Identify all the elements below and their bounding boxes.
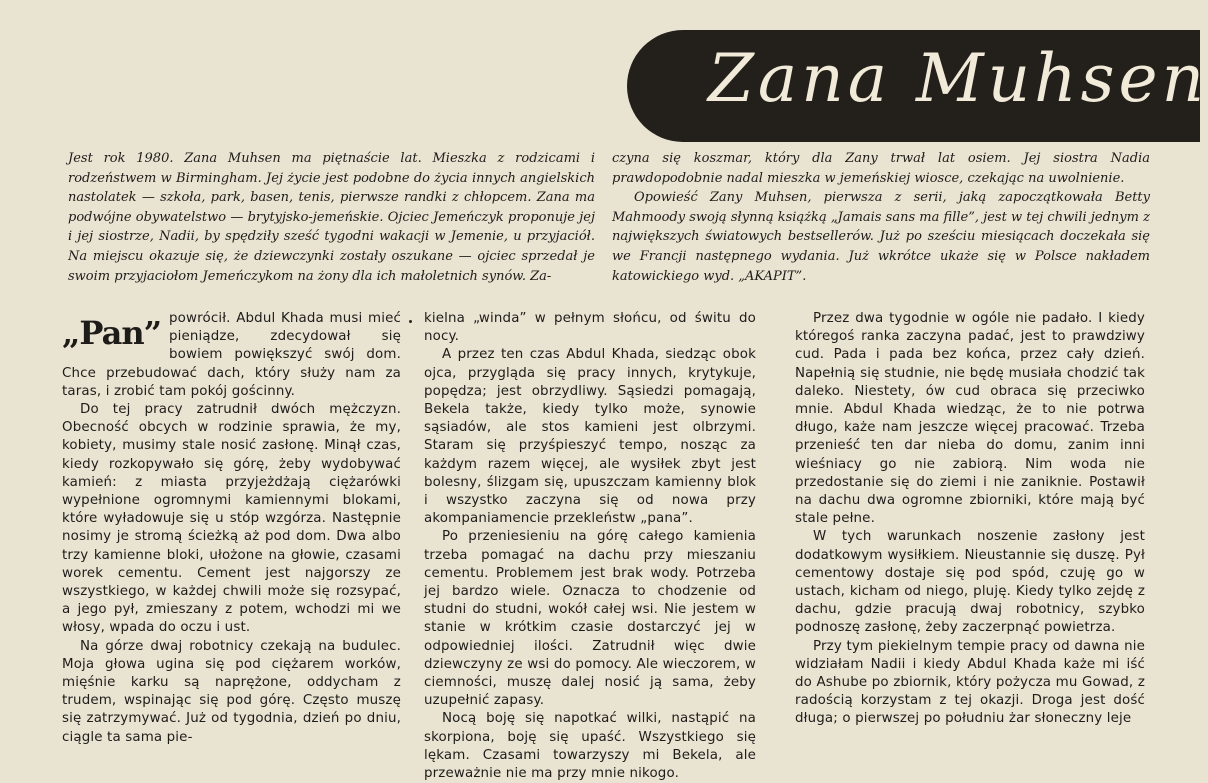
lead-paragraph-right xyxy=(612,149,1150,286)
body-paragraph: Przy tym piekielnym tempie pracy od dawna nie widziałam Nadii i kiedy Abdul Khada każe mi iść do Ashube po zbiornik, który pożycza mu Gowad, z radością korzystam z tej okazji. Droga jest dość długa; o pierwszej po południu żar słoneczny leje xyxy=(795,638,1145,727)
decorative-dot xyxy=(409,320,412,323)
lead-text: Opowieść Zany Muhsen, pierwsza z serii, jaką zapoczątkowała Betty Mahmoody swoją słynną książką „Jamais sans ma fille”, jest w tej chwili jednym z największych światowych bestsellerów. Już po sześciu miesiącach doczekała się we Francji następnego wydania. Już wkrótce ukaże się w Polsce nakładem katowickiego wyd. „AKAPIT”. xyxy=(612,190,1150,284)
body-text: powrócił. Abdul Khada musi mieć pieniądze, zdecydował się bowiem powiększyć swój dom. Chce przebudować dach, który służy nam za taras, i zrobić tam pokój gościnny. xyxy=(62,311,401,399)
body-paragraph: W tych warunkach noszenie zasłony jest dodatkowym wysiłkiem. Nieustannie się duszę. Pył cementowy dostaje się pod spód, czuję go w ustach, kicham od niego, pluję. Kiedy tylko zejdę z dachu, gdzie pracują dwaj robotnicy, szybko podnoszę zasłonę, żeby zaczerpnąć powietrza. xyxy=(795,529,1145,636)
body-paragraph: A przez ten czas Abdul Khada, siedząc obok ojca, przygląda się pracy innych, krytykuje, popędza; jest obrzydliwy. Sąsiedzi pomagają, Bekela także, kiedy tylko może, synowie sąsiadów, ale stos kamieni jest olbrzymi. Staram się przyśpieszyć tempo, nosząc za każdym razem więcej, ale wysiłek zbyt jest bolesny, ślizgam się, upuszczam kamienny blok i wszystko zaczyna się od nowa przy akompaniamencie przekleństw „pana”. xyxy=(424,347,756,527)
body-paragraph xyxy=(62,310,401,401)
body-paragraph: kielna „winda” w pełnym słońcu, od świtu do nocy. xyxy=(424,311,756,345)
article-column-1 xyxy=(62,310,401,750)
article-title: Zana Muhsen xyxy=(708,40,1208,117)
lead-text: czyna się koszmar, który dla Zany trwał lat osiem. Jej siostra Nadia prawdopodobnie nadal mieszka w jemeńskiej wiosce, czekając na uwolnienie. xyxy=(612,151,1150,186)
drop-cap-word: „Pan” xyxy=(62,314,162,352)
body-paragraph: Przez dwa tygodnie w ogóle nie padało. I kiedy któregoś ranka zaczyna padać, jest to prawdziwy cud. Pada i pada bez końca, przez cały dzień. Napełnią się studnie, nie będę musiała chodzić tak daleko. Niestety, ów cud obraca się przeciwko mnie. Abdul Khada wiedząc, że to nie potrwa długo, każe nam jeszcze więcej pracować. Trzeba przenieść ten dar nieba do domu, zanim inni wieśniacy go nie zabiorą. Nim woda nie przedostanie się do ziemi i nie zaniknie. Postawił na dachu dwa ogromne zbiorniki, które mają być stale pełne. xyxy=(795,311,1145,527)
lead-paragraph-left xyxy=(68,149,595,286)
body-paragraph: Na górze dwaj robotnicy czekają na budulec. Moja głowa ugina się pod ciężarem worków, mięśnie karku są naprężone, oddycham z trudem, wspinając się pod górę. Często muszę się zatrzymywać. Już od tygodnia, dzień po dniu, ciągle ta sama pie- xyxy=(62,638,401,745)
body-paragraph: Do tej pracy zatrudnił dwóch mężczyzn. Obecność obcych w rodzinie sprawia, że my, kobiety, musimy stale nosić zasłonę. Minął czas, kiedy rozkopywało się górę, żeby wydobywać kamień: z miasta przyjeżdżają ciężarówki wypełnione ogromnymi kamiennymi blokami, które wyładowuje się u stóp wzgórza. Następnie nosimy je stromą ścieżką aż pod dom. Dwa albo trzy kamienne bloki, ułożone na głowie, czasami worek cementu. Cement jest najgorszy ze wszystkiego, w każdej chwili może się rozsypać, a jego pył, zmieszany z potem, wchodzi mi we włosy, wpada do oczu i ust. xyxy=(62,402,401,636)
article-column-3 xyxy=(795,310,1145,750)
body-paragraph: Nocą boję się napotkać wilki, nastąpić na skorpiona, boję się upaść. Wszystkiego się lękam. Czasami towarzyszy mi Bekela, ale przeważnie nie ma przy mnie nikogo. xyxy=(424,711,756,782)
body-paragraph: Po przeniesieniu na górę całego kamienia trzeba pomagać na dachu przy mieszaniu cementu. Problemem jest brak wody. Potrzeba jej bardzo wiele. Oznacza to chodzenie od studni do studni, wokół całej wsi. Nie jestem w stanie w krótkim czasie dostarczyć jej w odpowiedniej ilości. Zatrudnił więc dwie dziewczyny ze wsi do pomocy. Ale wieczorem, w ciemności, muszę dalej nosić ją sama, żeby uzupełnić zapasy. xyxy=(424,529,756,709)
article-column-2 xyxy=(424,310,756,782)
lead-text: Jest rok 1980. Zana Muhsen ma piętnaście lat. Mieszka z rodzicami i rodzeństwem w Birmingham. Jej życie jest podobne do życia innych angielskich nastolatek — szkoła, park, basen, tenis, pierwsze randki z chłopcem. Zana ma podwójne obywatelstwo — brytyjsko-jemeńskie. Ojciec Jemeńczyk proponuje jej i jej siostrze, Nadii, by spędziły sześć tygodni wakacji w Jemenie, u przyjaciół. Na miejscu okazuje się, że dziewczynki zostały oszukane — ojciec sprzedał je swoim przyjaciołom Jemeńczykom na żony dla ich małoletnich synów. Za- xyxy=(68,151,595,284)
